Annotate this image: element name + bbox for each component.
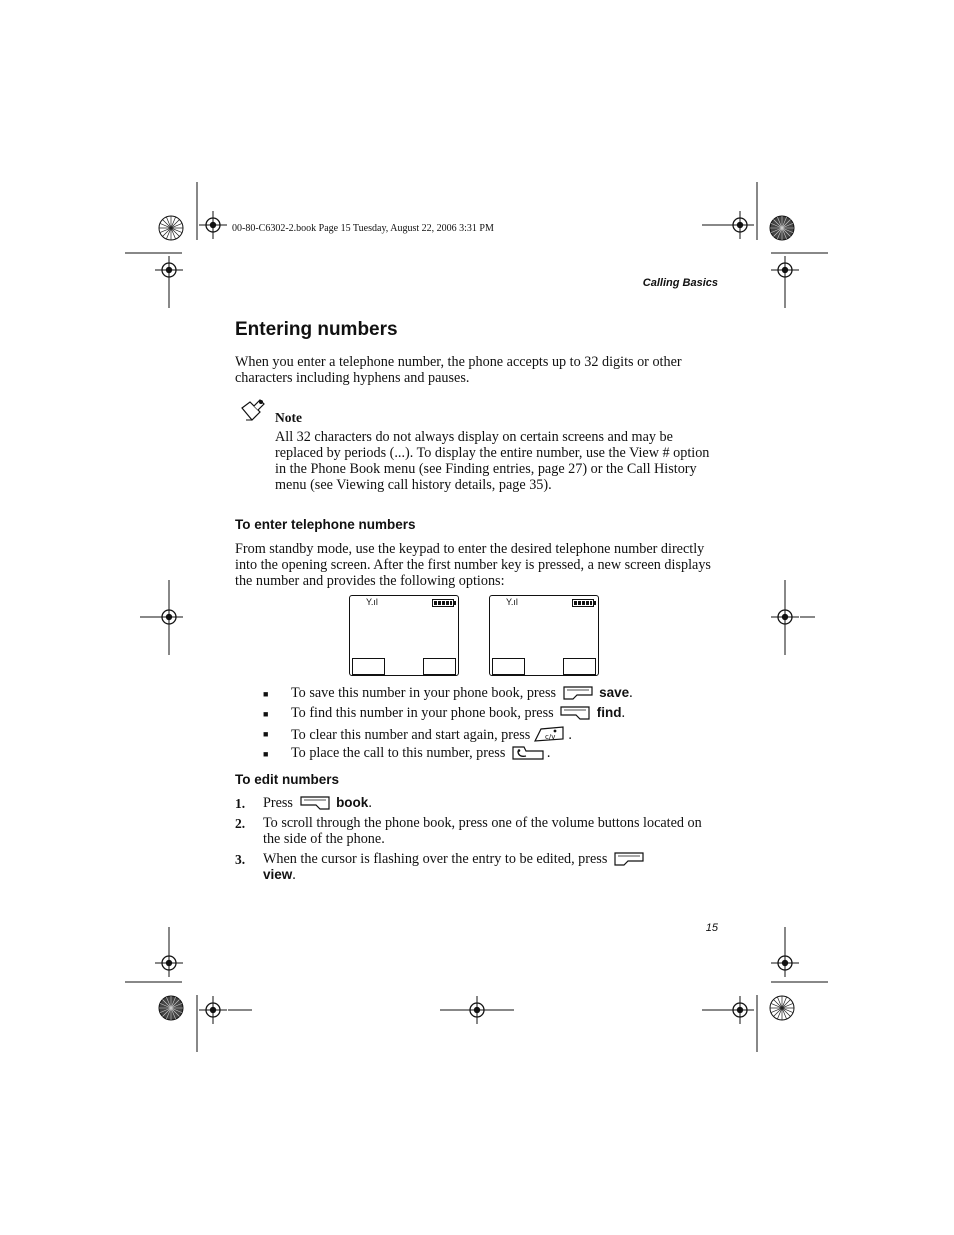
list-item [291,745,550,761]
list-item [291,685,633,701]
step-text: When the cursor is flashing over the entry to be edited, press [263,851,608,867]
phone-screen-illustration [489,595,599,676]
section-heading-enter-numbers: To enter telephone numbers [235,517,416,532]
list-item-text: To find this number in your phone book, press [291,705,554,721]
phone-screen-illustration [349,595,459,676]
softkey-label-find: find [596,705,622,720]
punctuation: . [621,705,626,721]
note-text: All 32 characters do not always display on certain screens and may be replaced by periods (...). To display the entire number, use the View # option in the Phone Book menu (see Finding entries, page 27) or the Call History menu (see Viewing call history details, page 35). [275,429,710,493]
punctuation: . [292,867,296,883]
list-item [291,725,572,743]
step-number: 2. [235,816,246,831]
list-item-text: To save this number in your phone book, press [291,685,556,701]
list-item [291,705,625,721]
punctuation: . [368,795,372,811]
signal-strength-icon: Y.ıl [366,597,378,607]
svg-text:c/v: c/v [545,733,556,741]
punctuation: . [568,727,572,743]
note-label: Note [275,410,302,425]
page-title: Entering numbers [235,319,398,340]
list-item-text: To place the call to this number, press [291,745,506,761]
softkey-label-view: view [263,867,293,882]
right-softkey-icon [560,705,590,721]
step-item [263,851,713,883]
bullet-marker: ■ [263,689,269,699]
punctuation: . [629,685,633,701]
note-pencil-icon [240,398,266,424]
softkey-label-book: book [336,795,369,810]
softkey-label-save: save [599,685,630,700]
section-paragraph: From standby mode, use the keypad to enter the desired telephone number directly into the opening screen. After the first number key is pressed, a new screen displays the number and provides the following options: [235,541,711,589]
list-item-text: To clear this number and start again, press [291,727,531,743]
battery-icon [572,599,594,607]
step-item [263,815,703,847]
bullet-marker: ■ [263,709,269,719]
section-heading-edit-numbers: To edit numbers [235,772,340,787]
right-softkey-box [563,658,596,675]
left-softkey-box [492,658,525,675]
left-softkey-icon [563,685,593,701]
intro-paragraph: When you enter a telephone number, the phone accepts up to 32 digits or other characters including hyphens and pauses. [235,354,682,386]
send-key-icon [512,745,544,761]
left-softkey-icon [614,851,644,867]
print-info-line: 00-80-C6302-2.book Page 15 Tuesday, August 22, 2006 3:31 PM [232,223,494,234]
running-head: Calling Basics [642,277,718,289]
bullet-marker: ■ [263,729,269,739]
right-softkey-box [423,658,456,675]
punctuation: . [546,745,551,761]
step-number: 3. [235,852,246,867]
bullet-marker: ■ [263,749,269,759]
signal-strength-icon: Y.ıl [506,597,518,607]
step-item [263,795,372,811]
right-softkey-icon [300,795,330,811]
step-number: 1. [235,796,246,811]
step-text: Press [263,795,293,811]
step-text: To scroll through the phone book, press one of the volume buttons located on the side of the phone. [263,815,702,847]
clear-key-icon [533,725,565,743]
page-number: 15 [705,922,718,934]
left-softkey-box [352,658,385,675]
battery-icon [432,599,454,607]
